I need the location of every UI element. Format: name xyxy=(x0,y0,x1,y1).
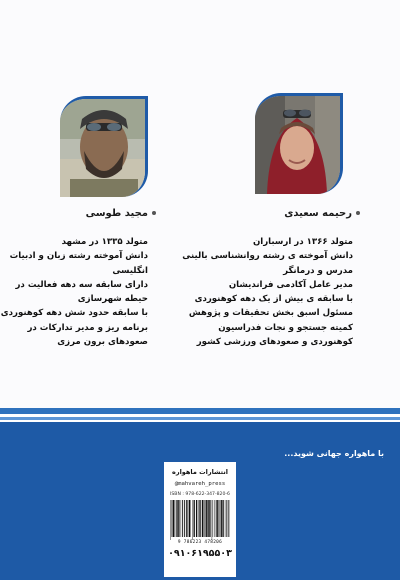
author-name-left: مجید طوسی xyxy=(86,208,156,219)
barcode-bar xyxy=(205,500,206,537)
barcode-bar xyxy=(182,500,183,537)
barcode-icon xyxy=(169,500,231,540)
divider-stripe-thin xyxy=(0,417,400,420)
barcode-bar xyxy=(173,500,174,537)
publisher-phone: ۰۹۱۰۶۱۹۵۵۰۳ xyxy=(168,548,232,559)
bio-line: با سابقه ی بیش از یک دهه کوهنوردی xyxy=(194,294,353,305)
barcode-bar xyxy=(202,500,203,537)
bio-line: برنامه ریز و مدیر تدارکات در xyxy=(27,322,148,333)
author-name-right: رحیمه سعیدی xyxy=(284,208,360,219)
bio-line: دانش آموخته رشته زبان و ادبیات xyxy=(9,251,148,262)
isbn-text: ISBN : 978-622-347-820-6 xyxy=(170,492,230,497)
publisher-handle: @mahvareh_press xyxy=(174,481,226,487)
bio-line: دانش آموخته ی رشته روانشناسی بالینی xyxy=(182,251,353,262)
barcode-bar xyxy=(194,500,195,537)
barcode-bar xyxy=(216,500,217,537)
bio-line: کمیته جستجو و نجات فدراسیون xyxy=(218,322,353,333)
bio-line: مدرس و درمانگر xyxy=(283,265,353,276)
bio-line: انگلیسی xyxy=(112,265,148,276)
divider-stripe xyxy=(0,408,400,414)
bullet-icon xyxy=(152,211,156,215)
bio-line: متولد ۱۳۳۵ در مشهد xyxy=(61,237,148,247)
barcode-bar xyxy=(222,500,223,537)
barcode-bar xyxy=(176,500,177,537)
bio-line: کوهنوردی و صعودهای ورزشی کشور xyxy=(196,337,353,348)
barcode-bar xyxy=(206,500,207,537)
barcode-number: 9 786223 478206 xyxy=(177,540,223,545)
bio-line: حیطه شهرسازی xyxy=(77,294,148,305)
bio-line: صعودهای برون مرزی xyxy=(57,337,148,348)
author-bio-left xyxy=(0,235,148,349)
bio-line: متولد ۱۳۶۶ در ارسباران xyxy=(252,237,353,247)
barcode-bar xyxy=(196,500,197,537)
bio-line: دارای سابقه سه دهه فعالیت در xyxy=(15,279,148,290)
barcode-bar xyxy=(209,500,210,537)
barcode-bar xyxy=(228,500,229,537)
barcode-bar xyxy=(199,500,200,537)
barcode-bar xyxy=(189,500,190,537)
author-bio-right xyxy=(182,235,353,349)
bio-line: با سابقه حدود شش دهه کوهنوردی xyxy=(0,308,148,319)
publisher-name: انتشارات ماهواره xyxy=(172,468,228,476)
bullet-icon xyxy=(356,211,360,215)
barcode-bar xyxy=(221,500,222,537)
author-photo-majid-tousi xyxy=(60,96,148,197)
tagline: با ماهواره جهانی شوید... xyxy=(284,449,384,458)
bio-line: مسئول اسبق بخش تحقیقات و پژوهش xyxy=(188,308,353,319)
author-photo-rahimeh-saeidi xyxy=(255,93,343,194)
barcode-bar xyxy=(226,500,227,537)
barcode-bar xyxy=(207,500,208,537)
publisher-info-box xyxy=(164,462,236,577)
barcode-bar xyxy=(217,500,218,537)
bio-line: مدیر عامل آکادمی فرانديشان xyxy=(228,279,353,290)
barcode-bar xyxy=(186,500,187,537)
barcode-bar xyxy=(184,500,185,537)
barcode-bar xyxy=(178,500,179,537)
barcode-bar xyxy=(172,500,173,537)
